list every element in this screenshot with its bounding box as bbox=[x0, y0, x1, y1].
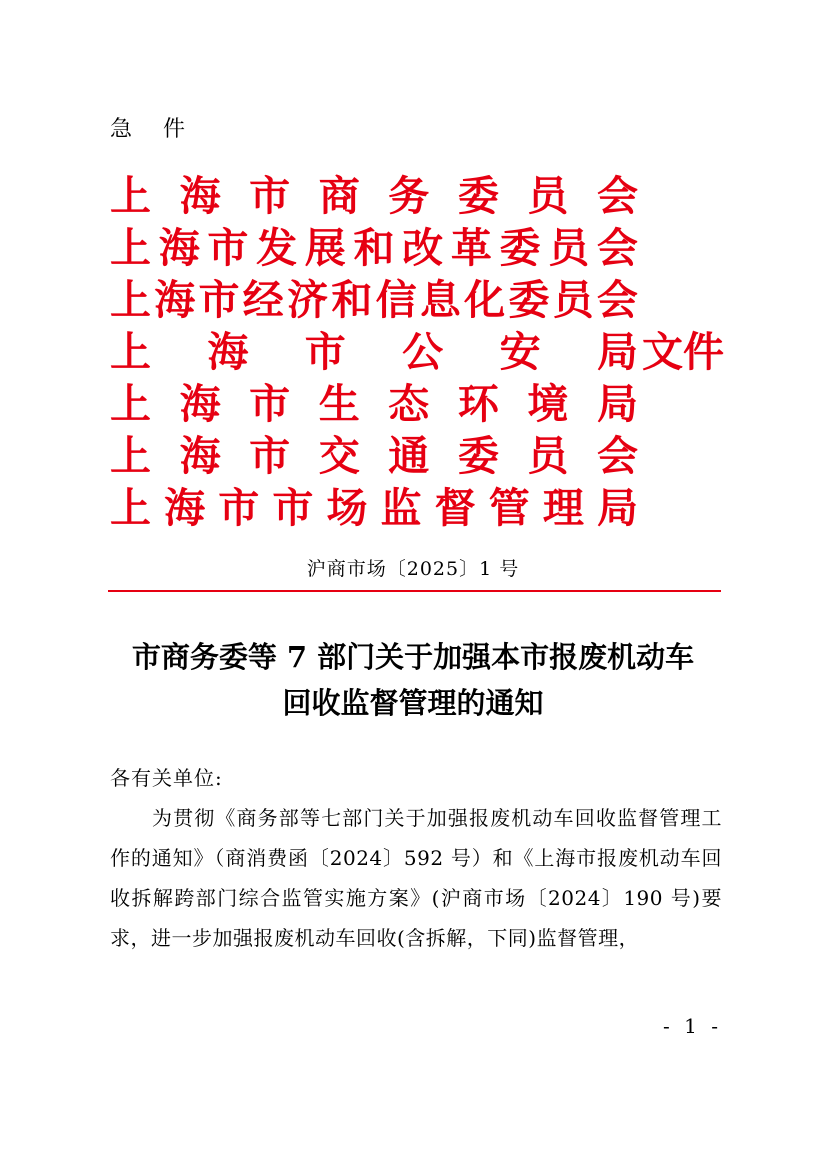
agency-name-char: 局 bbox=[596, 484, 638, 532]
agency-name-char: 员 bbox=[527, 172, 569, 220]
agency-name-char: 商 bbox=[318, 172, 360, 220]
agency-name-char: 员 bbox=[527, 432, 569, 480]
agency-name-char: 局 bbox=[596, 380, 638, 428]
agency-name-char: 息 bbox=[419, 276, 461, 324]
agency-line bbox=[110, 482, 750, 534]
agency-name-char: 市 bbox=[272, 484, 314, 532]
agency-name-char: 海 bbox=[158, 224, 200, 272]
agency-name-char: 员 bbox=[552, 276, 594, 324]
agency-name-char: 革 bbox=[450, 224, 492, 272]
document-title bbox=[90, 634, 736, 726]
agency-name-char: 化 bbox=[464, 276, 506, 324]
document-word: 文件 bbox=[642, 328, 724, 376]
agency-name-char: 和 bbox=[353, 224, 395, 272]
agency-name-char: 改 bbox=[402, 224, 444, 272]
agency-name-char: 委 bbox=[508, 276, 550, 324]
page-number: - 1 - bbox=[663, 1014, 722, 1038]
agency-name-char: 态 bbox=[388, 380, 430, 428]
agency-name-char: 场 bbox=[326, 484, 368, 532]
agency-name-char: 督 bbox=[434, 484, 476, 532]
agency-line bbox=[110, 222, 750, 274]
agency-line bbox=[110, 170, 750, 222]
agency-name-char: 市 bbox=[249, 380, 291, 428]
title-line-2: 回收监督管理的通知 bbox=[282, 686, 544, 720]
document-number: 沪商市场〔2025〕1 号 bbox=[306, 558, 520, 580]
agency-name-char: 管 bbox=[488, 484, 530, 532]
agency-name-char: 信 bbox=[375, 276, 417, 324]
agency-name-char: 上 bbox=[110, 172, 151, 220]
agency-name-char: 市 bbox=[198, 276, 240, 324]
agency-name-char: 公 bbox=[402, 328, 444, 376]
agency-name bbox=[110, 326, 638, 378]
agency-name-char: 市 bbox=[249, 432, 291, 480]
title-line-1: 市商务委等 7 部门关于加强本市报废机动车 bbox=[131, 640, 695, 674]
agency-name-char: 委 bbox=[457, 432, 499, 480]
red-separator-line bbox=[108, 590, 721, 592]
agency-name-char: 交 bbox=[318, 432, 360, 480]
agency-name-char: 委 bbox=[499, 224, 541, 272]
agency-name-char: 市 bbox=[207, 224, 249, 272]
salutation: 各有关单位: bbox=[110, 766, 223, 790]
agency-name-char: 会 bbox=[596, 172, 638, 220]
agency-line bbox=[110, 326, 750, 378]
agency-name-char: 海 bbox=[154, 276, 196, 324]
agency-name-char: 市 bbox=[218, 484, 260, 532]
agency-name-char: 海 bbox=[179, 432, 221, 480]
agency-name-char: 通 bbox=[388, 432, 430, 480]
agency-name-char: 海 bbox=[207, 328, 249, 376]
agency-name-char: 展 bbox=[304, 224, 346, 272]
agency-name-char: 海 bbox=[179, 380, 221, 428]
agency-name-char: 监 bbox=[380, 484, 422, 532]
agency-name-char: 会 bbox=[596, 432, 638, 480]
agency-name-char: 市 bbox=[304, 328, 346, 376]
agency-name-char: 发 bbox=[256, 224, 298, 272]
agency-name-char: 生 bbox=[318, 380, 360, 428]
agency-name bbox=[110, 274, 638, 326]
agency-name-char: 安 bbox=[499, 328, 541, 376]
agency-name-char: 委 bbox=[457, 172, 499, 220]
agency-name-char: 经 bbox=[242, 276, 284, 324]
agency-name bbox=[110, 482, 638, 534]
agency-name-char: 上 bbox=[110, 224, 151, 272]
agency-name-char: 上 bbox=[110, 276, 151, 324]
agency-name-char: 和 bbox=[331, 276, 373, 324]
agency-name bbox=[110, 222, 638, 274]
agency-name bbox=[110, 378, 638, 430]
agency-name-char: 员 bbox=[548, 224, 590, 272]
agency-name-char: 会 bbox=[596, 276, 638, 324]
agency-name-char: 上 bbox=[110, 380, 151, 428]
agency-line bbox=[110, 378, 750, 430]
agency-name bbox=[110, 430, 638, 482]
agency-name-char: 会 bbox=[596, 224, 638, 272]
agency-name-char: 海 bbox=[179, 172, 221, 220]
issuing-agencies bbox=[110, 170, 750, 534]
agency-name-char: 境 bbox=[527, 380, 569, 428]
agency-name-char: 局 bbox=[596, 328, 638, 376]
agency-name-char: 市 bbox=[249, 172, 291, 220]
agency-name-char: 海 bbox=[164, 484, 206, 532]
agency-name-char: 上 bbox=[110, 328, 151, 376]
agency-name-char: 上 bbox=[110, 432, 151, 480]
agency-name-char: 务 bbox=[388, 172, 430, 220]
agency-name-char: 济 bbox=[287, 276, 329, 324]
agency-name-char: 环 bbox=[457, 380, 499, 428]
document-body bbox=[110, 758, 722, 958]
agency-name-char: 上 bbox=[110, 484, 151, 532]
body-paragraph: 为贯彻《商务部等七部门关于加强报废机动车回收监督管理工作的通知》（商消费函〔2024〕592 号）和《上海市报废机动车回收拆解跨部门综合监管实施方案》(沪商市场〔2024〕190 号)要求，进一步加强报废机动车回收(含拆解，下同)监督管理， bbox=[110, 806, 722, 950]
agency-name bbox=[110, 170, 638, 222]
agency-line bbox=[110, 274, 750, 326]
urgency-label: 急 件 bbox=[110, 117, 197, 142]
agency-name-char: 理 bbox=[542, 484, 584, 532]
agency-line bbox=[110, 430, 750, 482]
